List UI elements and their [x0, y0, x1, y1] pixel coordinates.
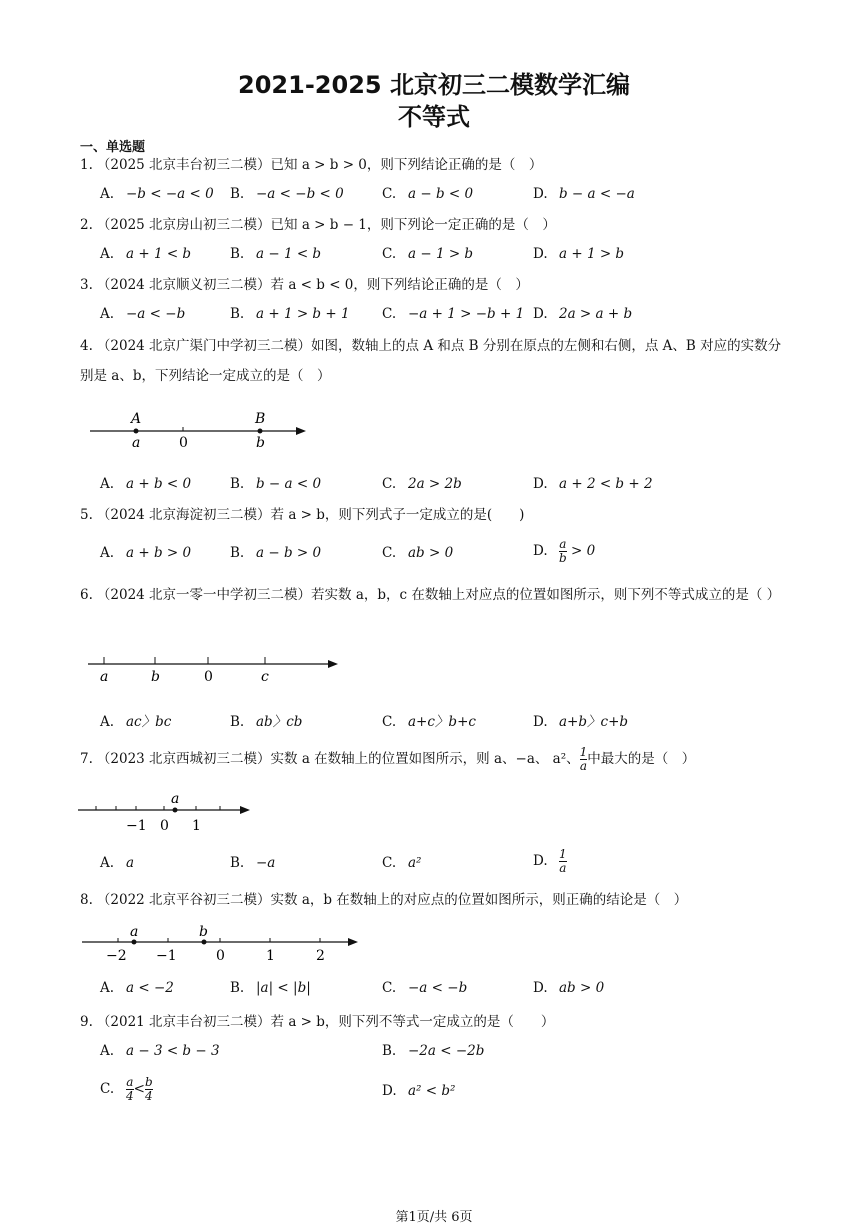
q4-number-line: [80, 405, 320, 457]
page-footer: 第1页/共 6页: [395, 1210, 473, 1225]
q8-label-1: 1: [266, 948, 275, 964]
q6-label-c: c: [261, 669, 269, 685]
q6-number-line: [80, 650, 360, 692]
doc-title: 2021-2025 北京初三二模数学汇编: [238, 71, 630, 99]
q7-number-line: [76, 790, 266, 836]
question-3: 3. （2024 北京顺义初三二模）若 a < b < 0，则下列结论正确的是（ ）: [80, 277, 529, 293]
question-4: 4. （2024 北京广渠门中学初三二模）如图，数轴上的点 A 和点 B 分别在原点的左侧和右侧，点 A、B 对应的实数分别是 a、b，下列结论一定成立的是（ ）: [80, 338, 782, 384]
question-8: 8. （2022 北京平谷初三二模）实数 a，b 在数轴上的对应点的位置如图所示，则正确的结论是（ ）: [80, 892, 688, 908]
q8-label-m1: −1: [156, 948, 177, 964]
q4-label-0: 0: [179, 435, 188, 451]
q7-label-1: 1: [192, 818, 201, 834]
q8-label-2: 2: [316, 948, 325, 964]
question-2: 2. （2025 北京房山初三二模）已知 a > b − 1，则下列论一定正确的是（ ）: [80, 217, 556, 233]
q6-label-0: 0: [204, 669, 213, 685]
question-5: 5. （2024 北京海淀初三二模）若 a > b，则下列式子一定成立的是( ): [80, 507, 525, 523]
section-heading: 一、单选题: [80, 140, 146, 155]
q8-label-a: a: [130, 924, 139, 940]
question-6: 6. （2024 北京一零一中学初三二模）若实数 a，b，c 在数轴上对应点的位置如图所示，则下列不等式成立的是（ ）: [80, 587, 781, 603]
q4-label-b: b: [256, 435, 265, 451]
question-7: 7. （2023 北京西城初三二模）实数 a 在数轴上的位置如图所示，则 a、−a、 a²、 $\frac{1}{a}$ 中最大的是（ ）: [80, 745, 696, 773]
q8-label-b: b: [199, 924, 208, 940]
question-9: 9. （2021 北京丰台初三二模）若 a > b，则下列不等式一定成立的是（ ）: [80, 1014, 555, 1030]
q4-label-A: A: [131, 411, 142, 427]
doc-subtitle: 不等式: [398, 103, 470, 131]
q4-label-a: a: [132, 435, 141, 451]
q7-label-m1: −1: [126, 818, 147, 834]
q6-label-a: a: [100, 669, 109, 685]
question-1: 1. （2025 北京丰台初三二模）已知 a > b > 0，则下列结论正确的是（ ）: [80, 157, 543, 173]
q4-label-B: B: [255, 411, 266, 427]
q6-label-b: b: [151, 669, 160, 685]
q8-label-0: 0: [216, 948, 225, 964]
q7-label-0: 0: [160, 818, 169, 834]
q8-number-line: [80, 920, 370, 968]
q7-label-a: a: [171, 791, 180, 807]
q8-label-m2: −2: [106, 948, 127, 964]
